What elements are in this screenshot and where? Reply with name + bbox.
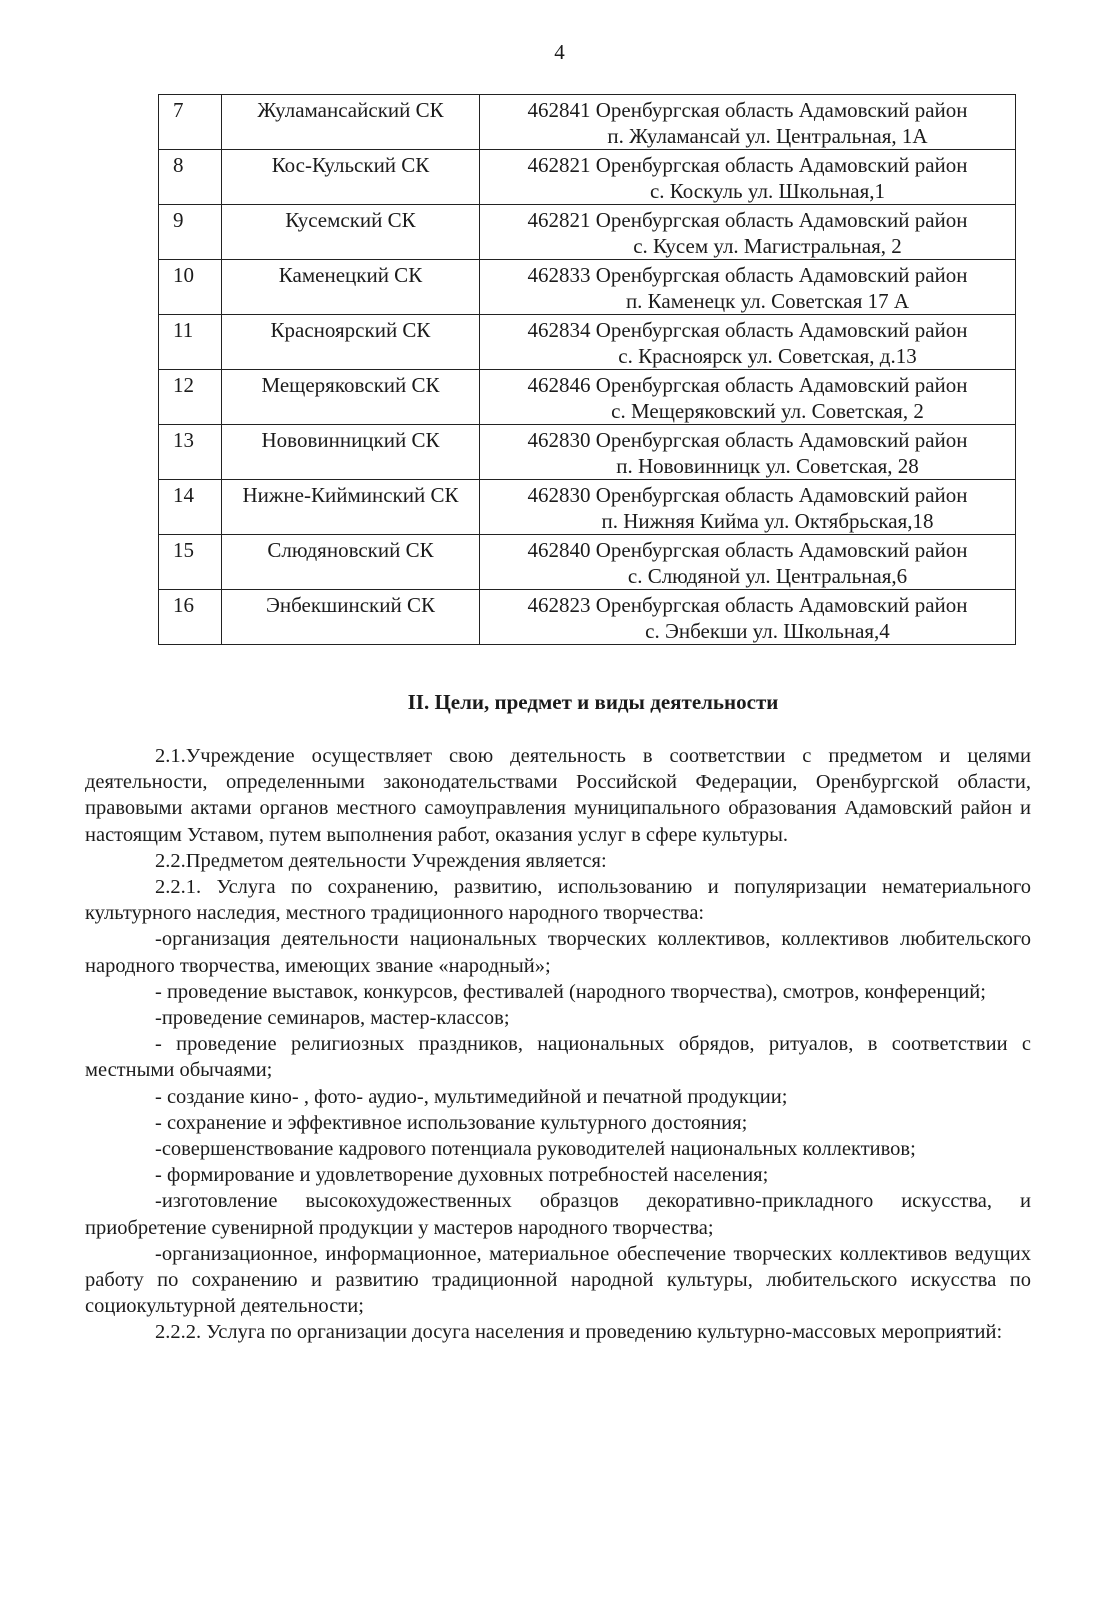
row-number: 13 <box>159 425 222 480</box>
institutions-table <box>158 94 1016 645</box>
institution-name: Нижне-Кийминский СК <box>222 480 480 535</box>
address-line-1: 462846 Оренбургская область Адамовский район <box>527 373 968 397</box>
address-line-1: 462830 Оренбургская область Адамовский район <box>527 428 968 452</box>
row-number: 8 <box>159 150 222 205</box>
table-row <box>159 425 1016 480</box>
institution-address <box>480 370 1016 425</box>
row-number: 16 <box>159 590 222 645</box>
address-line-2: с. Слюдяной ул. Центральная,6 <box>627 564 908 588</box>
institution-address <box>480 150 1016 205</box>
table-row <box>159 370 1016 425</box>
body-text <box>85 743 1031 1346</box>
table-row <box>159 150 1016 205</box>
table-row <box>159 205 1016 260</box>
institution-name: Кос-Кульский СК <box>222 150 480 205</box>
institution-name: Кусемский СК <box>222 205 480 260</box>
table-row <box>159 480 1016 535</box>
address-line-2: с. Энбекши ул. Школьная,4 <box>645 619 890 643</box>
institution-address <box>480 535 1016 590</box>
institution-address <box>480 95 1016 150</box>
address-line-1: 462821 Оренбургская область Адамовский район <box>527 208 968 232</box>
paragraph: 2.1.Учреждение осуществляет свою деятельность в соответствии с предметом и целями деятельности, определенными законодательствами Российской Федерации, Оренбургской области, правовыми актами органов местного самоуправления муниципального образования Адамовский район и настоящим Уставом, путем выполнения работ, оказания услуг в сфере культуры. <box>85 745 1031 846</box>
address-line-2: п. Каменецк ул. Советская 17 А <box>625 289 910 313</box>
address-line-2: п. Нижняя Кийма ул. Октябрьская,18 <box>601 509 934 533</box>
paragraph: - сохранение и эффективное использование культурного достояния; <box>155 1111 748 1134</box>
row-number: 7 <box>159 95 222 150</box>
institution-address <box>480 425 1016 480</box>
address-line-1: 462840 Оренбургская область Адамовский район <box>527 538 968 562</box>
row-number: 15 <box>159 535 222 590</box>
paragraph: - формирование и удовлетворение духовных потребностей населения; <box>155 1164 769 1187</box>
table-row <box>159 315 1016 370</box>
address-line-2: с. Мещеряковский ул. Советская, 2 <box>611 399 924 423</box>
address-line-2: п. Жуламансай ул. Центральная, 1А <box>607 124 928 148</box>
paragraph: -совершенствование кадрового потенциала руководителей национальных коллективов; <box>155 1138 916 1161</box>
row-number: 11 <box>159 315 222 370</box>
table-row <box>159 260 1016 315</box>
paragraph: 2.2.1. Услуга по сохранению, развитию, использованию и популяризации нематериального культурного наследия, местного традиционного народного творчества: <box>85 876 1031 925</box>
paragraph: - создание кино- , фото- аудио-, мультимедийной и печатной продукции; <box>155 1085 788 1108</box>
address-line-1: 462821 Оренбургская область Адамовский район <box>527 153 968 177</box>
paragraph: 2.2.Предметом деятельности Учреждения является: <box>155 849 607 872</box>
address-line-2: п. Нововинницк ул. Советская, 28 <box>616 454 919 478</box>
address-line-1: 462841 Оренбургская область Адамовский район <box>527 98 968 122</box>
page-number: 4 <box>554 40 565 64</box>
row-number: 9 <box>159 205 222 260</box>
address-line-2: с. Красноярск ул. Советская, д.13 <box>618 344 917 368</box>
row-number: 10 <box>159 260 222 315</box>
table-row <box>159 535 1016 590</box>
institution-address <box>480 205 1016 260</box>
institution-name: Нововинницкий СК <box>222 425 480 480</box>
address-line-1: 462834 Оренбургская область Адамовский район <box>527 318 968 342</box>
paragraph: - проведение религиозных праздников, национальных обрядов, ритуалов, в соответствии с местными обычаями; <box>85 1033 1031 1082</box>
institution-address <box>480 315 1016 370</box>
institution-name: Энбекшинский СК <box>222 590 480 645</box>
table-row <box>159 590 1016 645</box>
address-line-1: 462833 Оренбургская область Адамовский район <box>527 263 968 287</box>
institution-name: Красноярский СК <box>222 315 480 370</box>
address-line-1: 462830 Оренбургская область Адамовский район <box>527 483 968 507</box>
institution-name: Слюдяновский СК <box>222 535 480 590</box>
paragraph: -организация деятельности национальных творческих коллективов, коллективов любительского народного творчества, имеющих звание «народный»; <box>85 928 1031 977</box>
institution-name: Мещеряковский СК <box>222 370 480 425</box>
table-row <box>159 95 1016 150</box>
paragraph: -изготовление высокохудожественных образцов декоративно-прикладного искусства, и приобретение сувенирной продукции у мастеров народного творчества; <box>85 1190 1031 1239</box>
address-line-2: с. Кусем ул. Магистральная, 2 <box>633 234 902 258</box>
institution-name: Каменецкий СК <box>222 260 480 315</box>
address-line-2: с. Коскуль ул. Школьная,1 <box>649 179 886 203</box>
paragraph: -проведение семинаров, мастер-классов; <box>155 1007 510 1030</box>
row-number: 12 <box>159 370 222 425</box>
paragraph: -организационное, информационное, материальное обеспечение творческих коллективов ведущих работу по сохранению и развитию традиционной народной культуры, любительского искусства по социокультурной деятельности; <box>85 1242 1031 1318</box>
institution-address <box>480 260 1016 315</box>
institution-address <box>480 590 1016 645</box>
row-number: 14 <box>159 480 222 535</box>
institution-name: Жуламансайский СК <box>222 95 480 150</box>
institution-address <box>480 480 1016 535</box>
address-line-1: 462823 Оренбургская область Адамовский район <box>527 593 968 617</box>
paragraph: 2.2.2. Услуга по организации досуга населения и проведению культурно-массовых мероприятий: <box>155 1321 1003 1344</box>
paragraph: - проведение выставок, конкурсов, фестивалей (народного творчества), смотров, конференций; <box>155 980 986 1003</box>
section-heading: II. Цели, предмет и виды деятельности <box>407 690 779 714</box>
